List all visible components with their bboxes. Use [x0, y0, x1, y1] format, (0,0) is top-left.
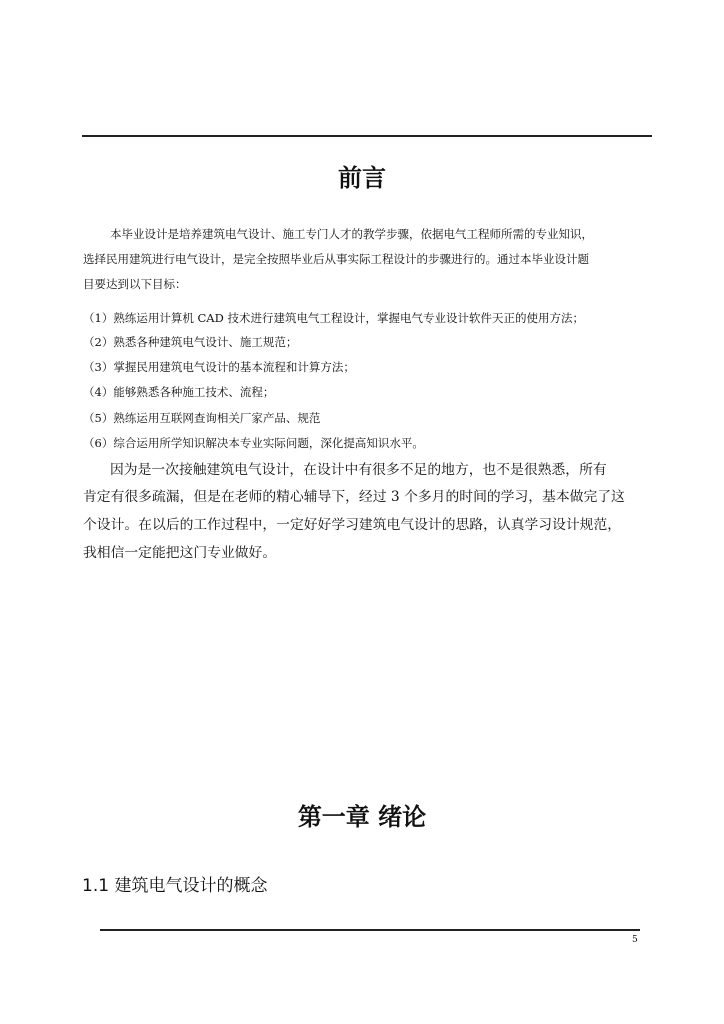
footer-rule: [100, 929, 640, 931]
preface-goal-4: （4）能够熟悉各种施工技术、流程；: [83, 385, 275, 399]
preface-goal-2: （2）熟悉各种建筑电气设计、施工规范；: [83, 335, 298, 349]
page-number: 5: [632, 935, 638, 945]
preface-goal-6: （6）综合运用所学知识解决本专业实际问题，深化提高知识水平。: [83, 436, 424, 450]
preface-line-2: 选择民用建筑进行电气设计，是完全按照毕业后从事实际工程设计的步骤进行的。通过本毕业设计题: [83, 252, 589, 266]
preface-line-3: 目要达到以下目标：: [83, 277, 187, 291]
preface-title: 前言: [338, 164, 386, 192]
preface-goal-5: （5）熟练运用互联网查询相关厂家产品、规范: [83, 411, 321, 425]
closing-line-3: 个设计。在以后的工作过程中，一定好好学习建筑电气设计的思路，认真学习设计规范，: [83, 517, 622, 533]
preface-goal-3: （3）掌握民用建筑电气设计的基本流程和计算方法；: [83, 360, 355, 374]
header-rule: [82, 135, 652, 137]
closing-line-1: 因为是一次接触建筑电气设计，在设计中有很多不足的地方，也不是很熟悉，所有: [110, 462, 607, 478]
closing-line-4: 我相信一定能把这门专业做好。: [83, 545, 277, 561]
preface-line-1: 本毕业设计是培养建筑电气设计、施工专门人才的教学步骤，依据电气工程师所需的专业知识，: [110, 227, 593, 241]
chapter-title: 第一章 绪论: [297, 803, 427, 831]
closing-line-2: 肯定有很多疏漏，但是在老师的精心辅导下，经过 3 个多月的时间的学习，基本做完了这: [83, 489, 625, 505]
section-title: 1.1 建筑电气设计的概念: [82, 876, 268, 896]
preface-goal-1: （1）熟练运用计算机 CAD 技术进行建筑电气工程设计，掌握电气专业设计软件天正的使用方法；: [83, 311, 584, 325]
